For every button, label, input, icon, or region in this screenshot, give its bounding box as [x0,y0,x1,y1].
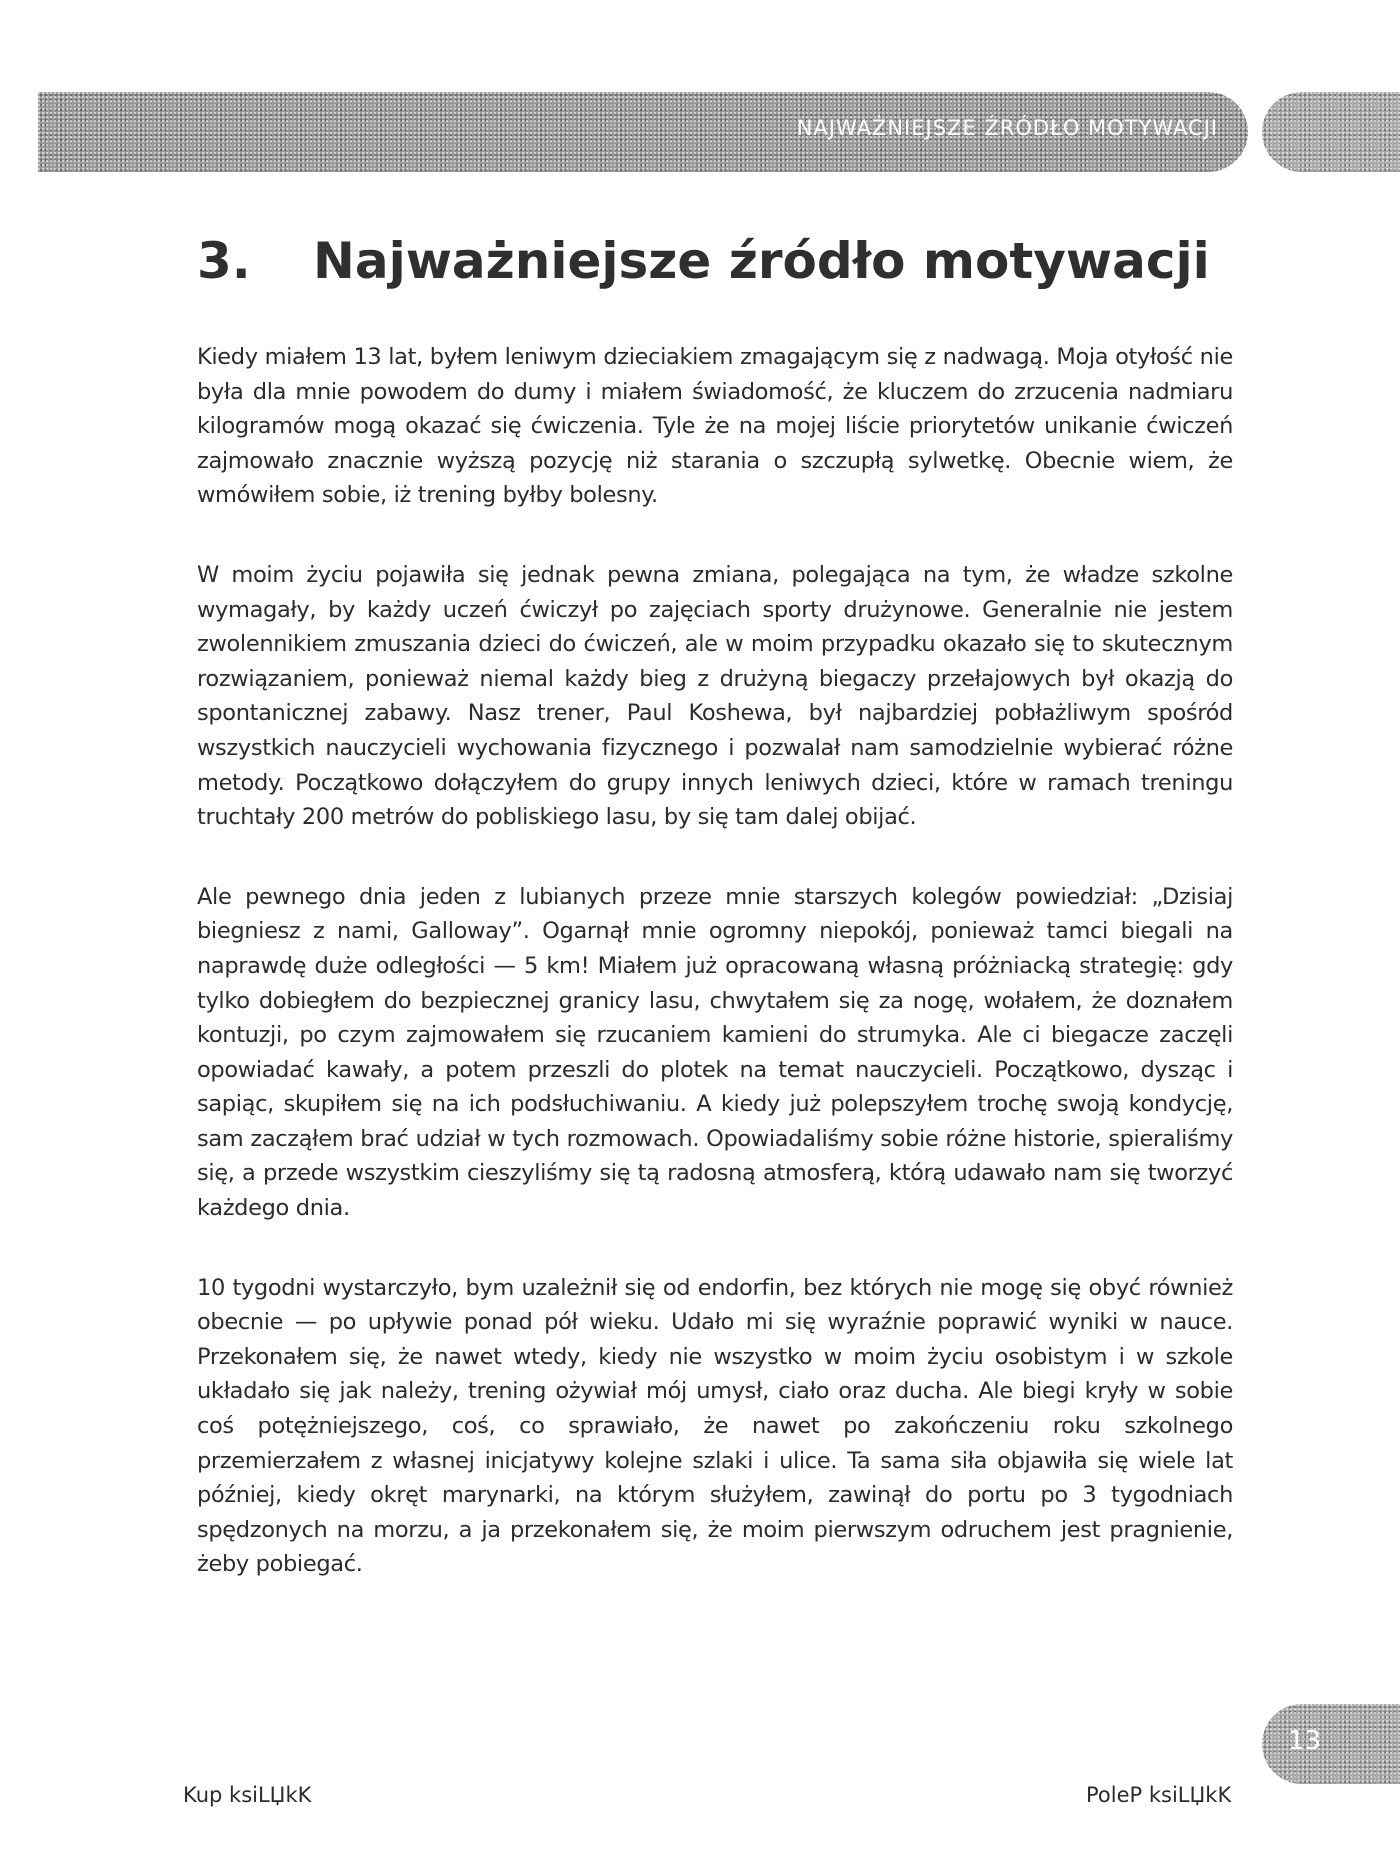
rate-book-link[interactable]: PoleP ksiLЏkK [1086,1783,1232,1807]
header-edge-tab [1262,92,1400,172]
paragraph: W moim życiu pojawiła się jednak pewna zmiana, polegająca na tym, że władze szkolne wymagały, by każdy uczeń ćwiczył po zajęciach sporty drużynowe. Generalnie nie jestem zwolennikiem zmuszania dzieci do ćwiczeń, ale w moim przypadku okazało się to skutecznym rozwiązaniem, ponieważ niemal każdy bieg z drużyną biegaczy przełajowych był okazją do spontanicznej zabawy. Nasz trener, Paul Koshewa, był najbardziej pobłażliwym spośród wszystkich nauczycieli wychowania fizycznego i pozwalał nam samodzielnie wybierać różne metody. Początkowo dołączyłem do grupy innych leniwych dzieci, które w ramach treningu truchtały 200 metrów do pobliskiego lasu, by się tam dalej obijać. [197,561,1233,831]
paragraph: Ale pewnego dnia jeden z lubianych przeze mnie starszych kolegów powiedział: „Dzisiaj biegniesz z nami, Galloway”. Ogarnął mnie ogromny niepokój, ponieważ tamci biegali na naprawdę duże odległości — 5 km! Miałem już opracowaną własną próżniacką strategię: gdy tylko dobiegłem do bezpiecznej granicy lasu, chwytałem się za nogę, wołałem, że doznałem kontuzji, po czym zajmowałem się rzucaniem kamieni do strumyka. Ale ci biegacze zaczęli opowiadać kawały, a potem przeszli do plotek na temat nauczycieli. Początkowo, dysząc i sapiąc, skupiłem się na ich podsłuchiwaniu. A kiedy już polepszyłem trochę swoją kondycję, sam zacząłem brać udział w tych rozmowach. Opowiadaliśmy sobie różne historie, spieraliśmy się, a przede wszystkim cieszyliśmy się tą radosną atmosferą, którą udawało nam się tworzyć każdego dnia. [197,883,1233,1222]
paragraph: 10 tygodni wystarczyło, bym uzależnił się od endorfin, bez których nie mogę się obyć również obecnie — po upływie ponad pół wieku. Udało mi się wyraźnie poprawić wyniki w nauce. Przekonałem się, że nawet wtedy, kiedy nie wszystko w moim życiu osobistym i w szkole układało się jak należy, trening ożywiał mój umysł, ciało oraz ducha. Ale biegi kryły w sobie coś potężniejszego, coś, co sprawiało, że nawet po zakończeniu roku szkolnego przemierzałem z własnej inicjatywy kolejne szlaki i ulice. Ta sama siła objawiła się wiele lat później, kiedy okręt marynarki, na którym służyłem, zawinął do portu po 3 tygodniach spędzonych na morzu, a ja przekonałem się, że moim pierwszym odruchem jest pragnienie, żeby pobiegać. [197,1274,1233,1578]
paragraph: Kiedy miałem 13 lat, byłem leniwym dzieciakiem zmagającym się z nadwagą. Moja otyłość nie była dla mnie powodem do dumy i miałem świadomość, że kluczem do zrzucenia nadmiaru kilogramów mogą okazać się ćwiczenia. Tyle że na mojej liście priorytetów unikanie ćwiczeń zajmowało znacznie wyższą pozycję niż starania o szczupłą sylwetkę. Obecnie wiem, że wmówiłem sobie, iż trening byłby bolesny. [197,344,1233,509]
running-header-title: NAJWAŻNIEJSZE ŹRÓDŁO MOTYWACJI [796,116,1218,140]
chapter-body [197,340,1233,1627]
buy-book-link[interactable]: Kup ksiLЏkK [183,1783,312,1807]
running-header-band [38,92,1248,172]
page-number: 13 [1288,1726,1322,1756]
chapter-number: 3. [197,232,251,290]
chapter-title: Najważniejsze źródło motywacji [313,232,1210,290]
chapter-heading [197,232,1247,290]
page-number-tab [1262,1704,1400,1784]
